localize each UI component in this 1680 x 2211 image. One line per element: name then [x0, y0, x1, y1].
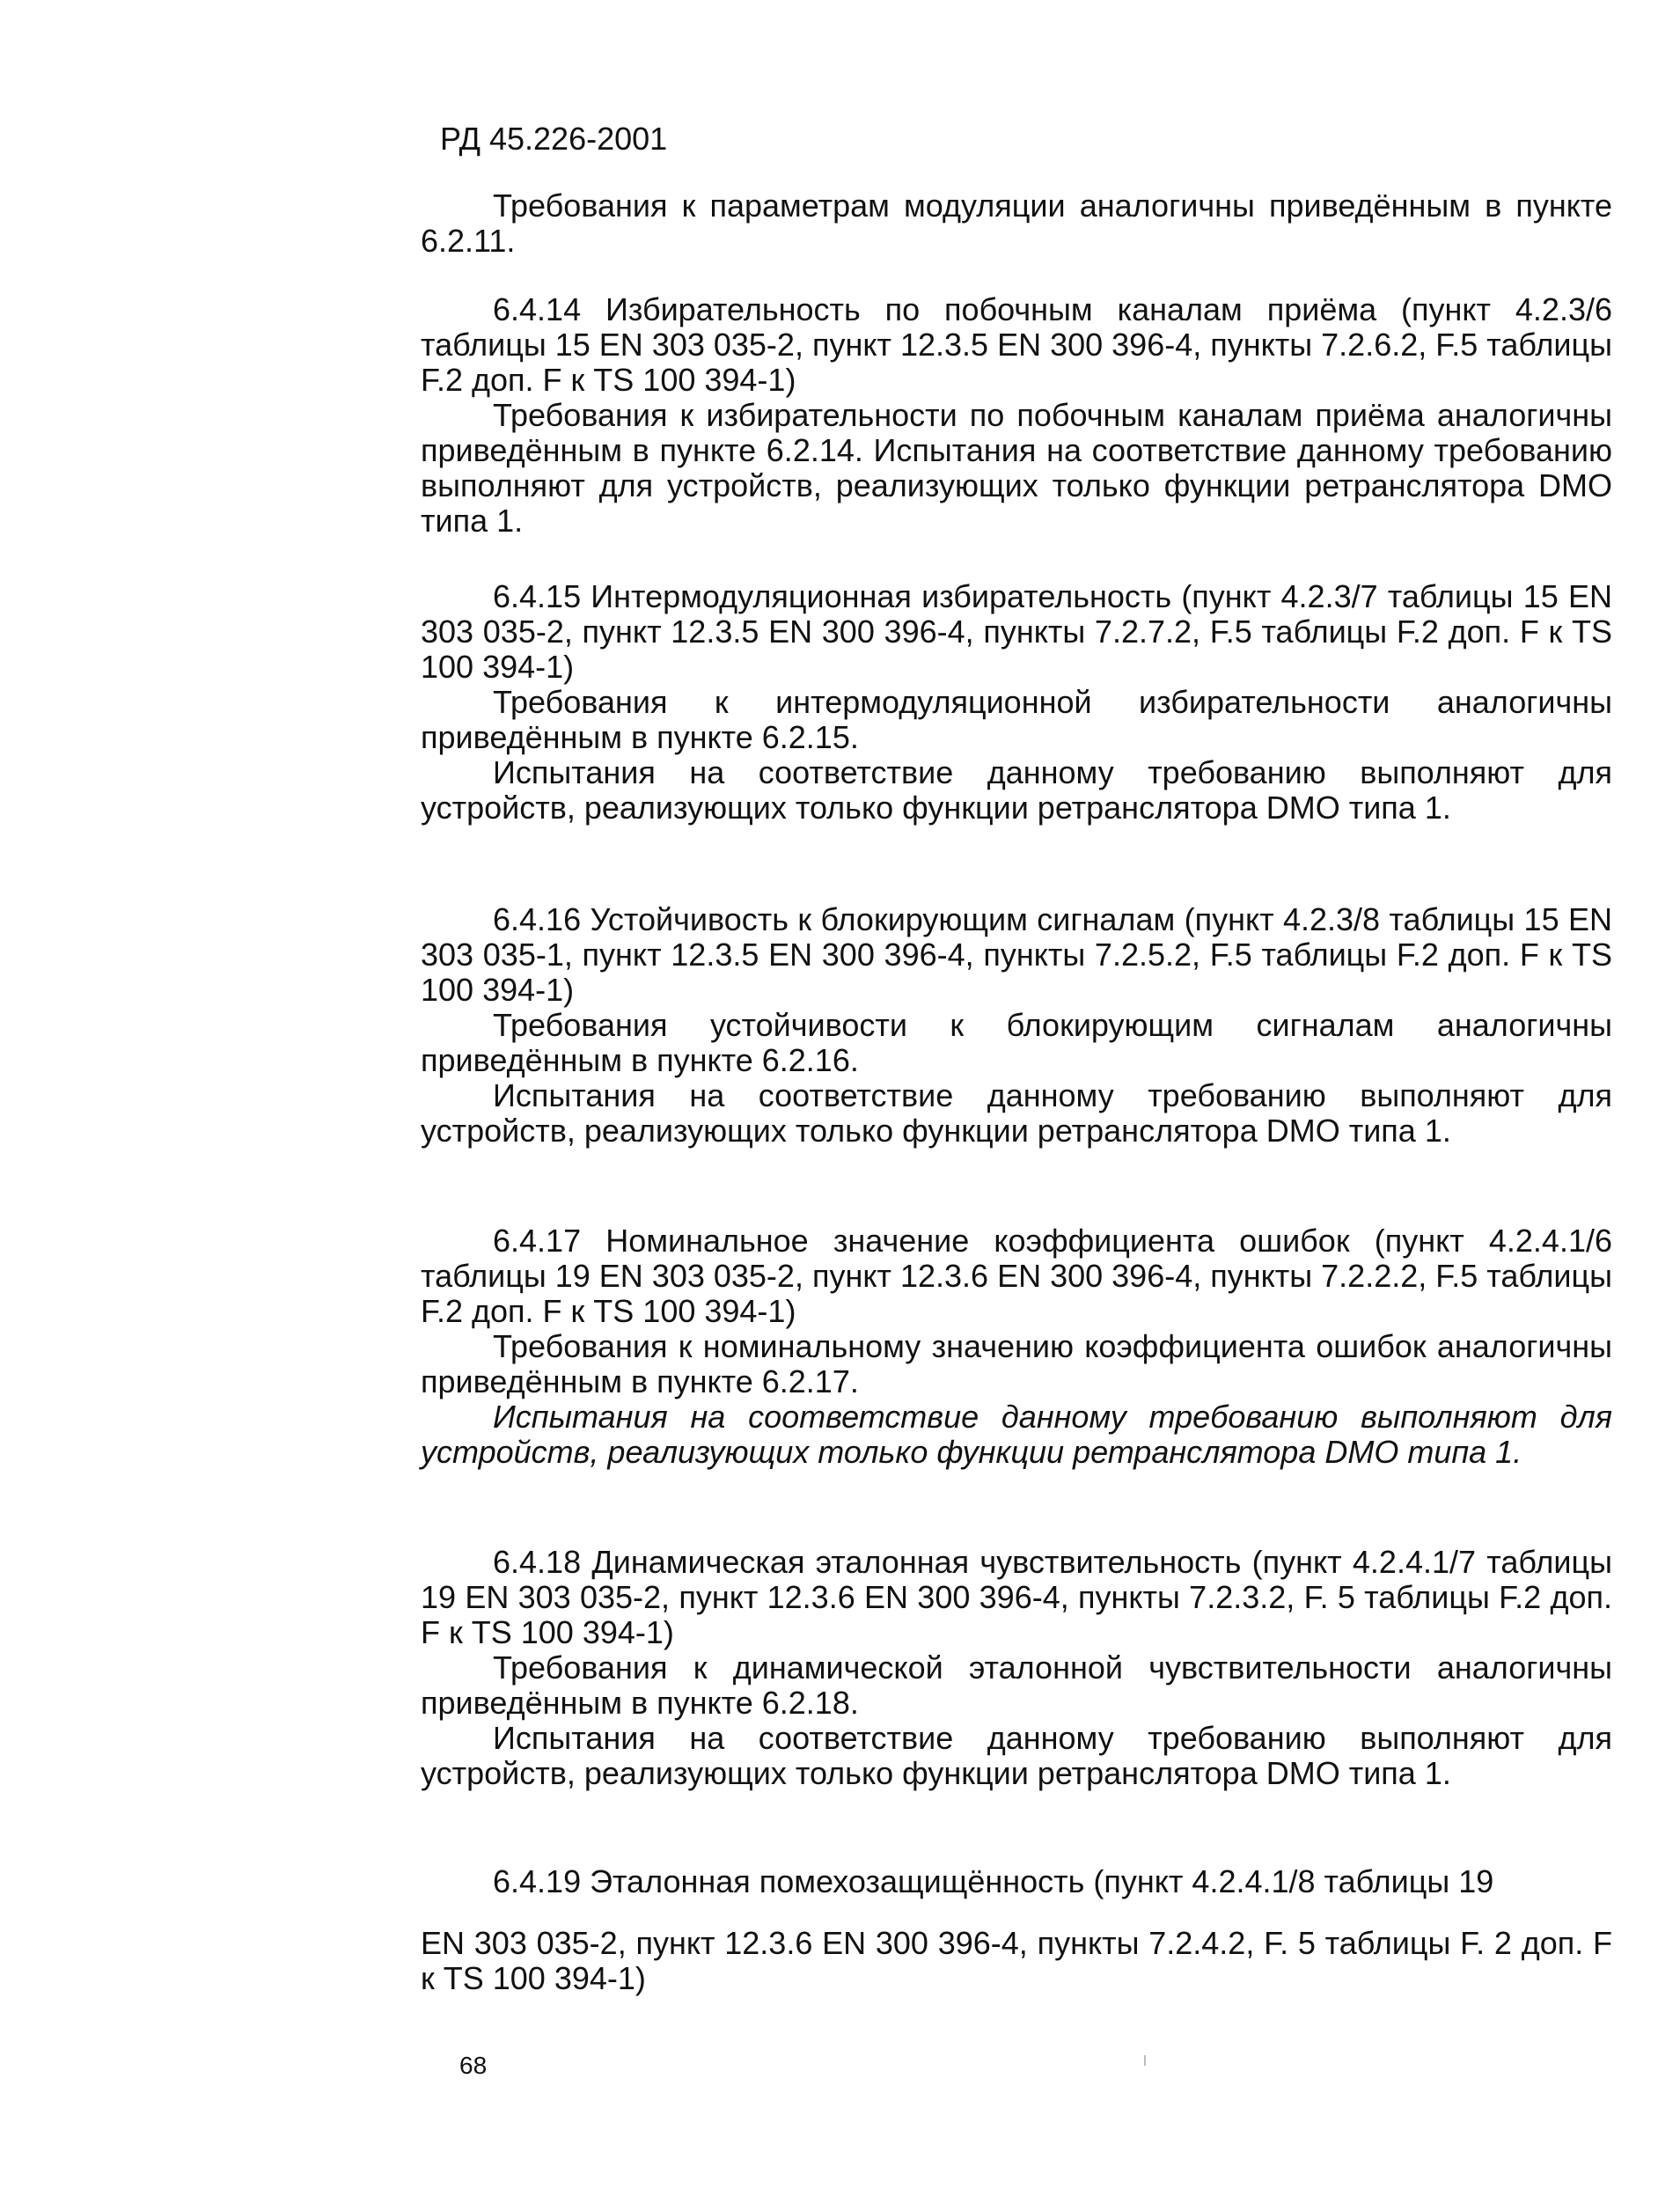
section-6-4-15-requirements: Требования к интермодуляционной избирательности аналогичны приведённым в пункте 6.2.15. [421, 684, 1612, 755]
document-code: РД 45.226-2001 [440, 121, 668, 157]
section-6-4-18 [421, 1545, 1612, 1791]
section-6-4-15 [421, 579, 1612, 826]
section-6-4-19-heading: 6.4.19 Эталонная помехозащищённость (пункт 4.2.4.1/8 таблицы 19 [493, 1863, 1494, 1899]
section-6-4-16-testing-note: Испытания на соответствие данному требованию выполняют для устройств, реализующих только функции ретранслятора DMO типа 1. [421, 1077, 1612, 1149]
section-6-4-15-testing-note: Испытания на соответствие данному требованию выполняют для устройств, реализующих только функции ретранслятора DMO типа 1. [421, 754, 1612, 826]
section-6-4-17-heading: 6.4.17 Номинальное значение коэффициента ошибок (пункт 4.2.4.1/6 таблицы 19 EN 303 035-2, пункт 12.3.6 EN 300 396-4, пункты 7.2.2.2, F.5 таблицы F.2 доп. F к TS 100 394-1) [421, 1223, 1612, 1329]
section-6-4-17 [421, 1223, 1612, 1470]
section-6-4-17-testing-note: Испытания на соответствие данному требованию выполняют для устройств, реализующих только функции ретранслятора DMO типа 1. [421, 1399, 1612, 1470]
section-6-4-16-heading: 6.4.16 Устойчивость к блокирующим сигналам (пункт 4.2.3/8 таблицы 15 EN 303 035-1, пункт 12.3.5 EN 300 396-4, пункты 7.2.5.2, F.5 таблицы F.2 доп. F к TS 100 394-1) [421, 901, 1612, 1008]
section-6-4-15-heading: 6.4.15 Интермодуляционная избирательность (пункт 4.2.3/7 таблицы 15 EN 303 035-2, пункт 12.3.5 EN 300 396-4, пункты 7.2.7.2, F.5 таблицы F.2 доп. F к TS 100 394-1) [421, 578, 1612, 685]
section-6-4-14-body: Требования к избирательности по побочным каналам приёма аналогичны приведённым в пункте 6.2.14. Испытания на соответствие данному требованию выполняют для устройств, реализующих только функции ретранслятора DMO типа 1. [421, 397, 1612, 539]
section-6-4-19-reference: EN 303 035-2, пункт 12.3.6 EN 300 396-4, пункты 7.2.4.2, F. 5 таблицы F. 2 доп. F к TS 100 394-1) [421, 1925, 1612, 1996]
section-6-4-18-testing-note: Испытания на соответствие данному требованию выполняют для устройств, реализующих только функции ретранслятора DMO типа 1. [421, 1720, 1612, 1791]
section-6-4-18-requirements: Требования к динамической эталонной чувствительности аналогичны приведённым в пункте 6.2.18. [421, 1649, 1612, 1721]
section-6-4-18-heading: 6.4.18 Динамическая эталонная чувствительность (пункт 4.2.4.1/7 таблицы 19 EN 303 035-2, пункт 12.3.6 EN 300 396-4, пункты 7.2.3.2, F. 5 таблицы F.2 доп. F к TS 100 394-1) [421, 1544, 1612, 1650]
modulation-note-block [421, 188, 1612, 259]
section-6-4-14 [421, 292, 1612, 539]
scan-mark [1144, 2055, 1146, 2066]
section-6-4-19 [421, 1864, 1612, 1996]
section-6-4-16 [421, 902, 1612, 1149]
modulation-note-paragraph: Требования к параметрам модуляции аналогичны приведённым в пункте 6.2.11. [421, 187, 1612, 259]
page-number: 68 [459, 2052, 488, 2079]
section-6-4-17-requirements: Требования к номинальному значению коэффициента ошибок аналогичны приведённым в пункте 6.2.17. [421, 1328, 1612, 1399]
section-6-4-16-requirements: Требования устойчивости к блокирующим сигналам аналогичны приведённым в пункте 6.2.16. [421, 1007, 1612, 1078]
section-6-4-14-heading: 6.4.14 Избирательность по побочным каналам приёма (пункт 4.2.3/6 таблицы 15 EN 303 035-2, пункт 12.3.5 EN 300 396-4, пункты 7.2.6.2, F.5 таблицы F.2 доп. F к TS 100 394-1) [421, 291, 1612, 398]
